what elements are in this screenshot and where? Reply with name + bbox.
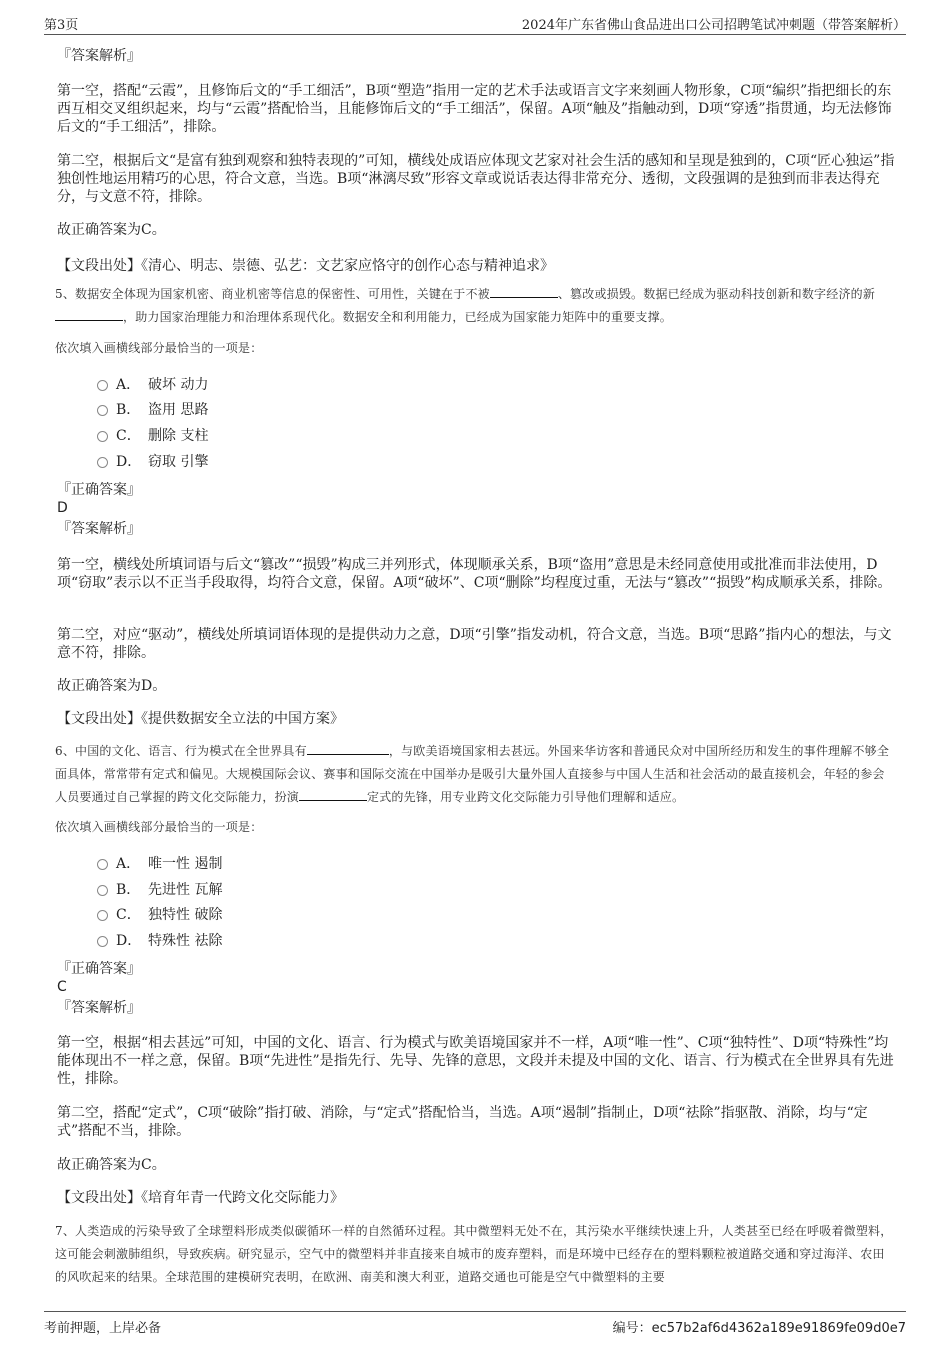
q6-correct-label: 『正确答案』: [57, 961, 141, 977]
q6-prompt: 依次填入画横线部分最恰当的一项是：: [55, 820, 263, 834]
q6-option-a[interactable]: A． 唯一性 遏制: [97, 855, 222, 873]
q6-analysis-p2: 第二空，搭配“定式”，C项“破除”指打破、消除，与“定式”搭配恰当，当选。A项“遏制”指制止，D项“祛除”指驱散、消除，均与“定式”搭配不当，排除。: [57, 1105, 868, 1139]
q5-source: 【文段出处】《提供数据安全立法的中国方案》: [57, 711, 344, 727]
q6-stem: 6、中国的文化、语言、行为模式在全世界具有 ，与欧美语境国家相去甚远。外国来华访客和普通民众对中国所经历和发生的事件理解不够全面具体，常常带有定式和偏见。大规模国际会议、赛事和国际交流在中国举办是吸引大量外国人直接参与中国人生活和社会活动的最直接机会，年轻的参会人员要通过自己掌握的跨文化交际能力，扮演 定式的先锋，用专业跨文化交际能力引导他们理解和适应。: [55, 744, 890, 804]
document-title: 2024年广东省佛山食品进出口公司招聘笔试冲刺题（带答案解析）: [521, 18, 906, 33]
q6-option-d[interactable]: D． 特殊性 祛除: [97, 932, 222, 950]
footer-slogan: 考前押题，上岸必备: [44, 1321, 162, 1336]
q4-analysis-label: 『答案解析』: [57, 48, 141, 64]
page-footer: [44, 1311, 906, 1336]
q6-conclusion: 故正确答案为C。: [57, 1157, 166, 1173]
radio-icon[interactable]: [97, 859, 108, 870]
q5-conclusion: 故正确答案为D。: [57, 678, 167, 694]
q6-option-b[interactable]: B． 先进性 瓦解: [97, 881, 222, 899]
q5-correct-label: 『正确答案』: [57, 482, 141, 498]
q6-answer: C: [57, 979, 67, 995]
blank-line: [55, 308, 123, 321]
q5-prompt: 依次填入画横线部分最恰当的一项是：: [55, 341, 263, 355]
document-id: 编号：ec57b2af6d4362a189e91869fe09d0e7: [612, 1321, 906, 1336]
q5-analysis-p1: 第一空，横线处所填词语与后文“篡改”“损毁”构成三并列形式，体现顺承关系，B项“盗用”意思是未经同意使用或批准而非法使用，D项“窃取”表示以不正当手段取得，均符合文意，保留。A项“破坏”、C项“删除”均程度过重，无法与“篡改”“损毁”构成顺承关系，排除。: [57, 557, 892, 591]
q5-option-a[interactable]: A． 破坏 动力: [97, 376, 208, 394]
blank-line: [490, 285, 558, 298]
q5-analysis-p2: 第二空，对应“驱动”，横线处所填词语体现的是提供动力之意，D项“引擎”指发动机，符合文意，当选。B项“思路”指内心的想法，与文意不符，排除。: [57, 627, 892, 661]
radio-icon[interactable]: [97, 405, 108, 416]
q6-option-c[interactable]: C． 独特性 破除: [97, 906, 222, 924]
page-header: [44, 12, 906, 35]
page-number: 第3页: [44, 18, 79, 33]
q4-conclusion: 故正确答案为C。: [57, 222, 166, 238]
blank-line: [299, 788, 367, 801]
q7-stem: 7、人类造成的污染导致了全球塑料形成类似碳循环一样的自然循环过程。其中微塑料无处不在，其污染水平继续快速上升，人类甚至已经在呼吸着微塑料，这可能会刺激肺组织，导致疾病。研究显示，空气中的微塑料并非直接来自城市的废弃塑料，而是环境中已经存在的塑料颗粒被道路交通和穿过海洋、农田的风吹起来的结果。全球范围的建模研究表明，在欧洲、南美和澳大利亚，道路交通也可能是空气中微塑料的主要: [55, 1224, 893, 1284]
q5-analysis-label: 『答案解析』: [57, 521, 141, 537]
q5-option-b[interactable]: B． 盗用 思路: [97, 401, 208, 419]
q6-analysis-p1: 第一空，根据“相去甚远”可知，中国的文化、语言、行为模式与欧美语境国家并不一样，A项“唯一性”、C项“独特性”、D项“特殊性”均能体现出不一样之意，保留。B项“先进性”是指先行、先导、先锋的意思，文段并未提及中国的文化、语言、行为模式在全世界具有先进性，排除。: [57, 1035, 894, 1087]
radio-icon[interactable]: [97, 380, 108, 391]
radio-icon[interactable]: [97, 936, 108, 947]
q5-stem: 5、数据安全体现为国家机密、商业机密等信息的保密性、可用性，关键在于不被 、篡改或损毁。数据已经成为驱动科技创新和数字经济的新，助力国家治理能力和治理体系现代化。数据安全和利用能力，已经成为国家能力矩阵中的重要支撑。: [55, 287, 876, 324]
radio-icon[interactable]: [97, 885, 108, 896]
q5-option-c[interactable]: C． 删除 支柱: [97, 427, 208, 445]
q4-analysis-p1: 第一空，搭配“云霞”，且修饰后文的“手工细活”，B项“塑造”指用一定的艺术手法或语言文字来刻画人物形象，C项“编织”指把细长的东西互相交叉组织起来，均与“云霞”搭配恰当，且能修饰后文的“手工细活”，保留。A项“触及”指触动到，D项“穿透”指贯通，均无法修饰后文的“手工细活”，排除。: [57, 83, 892, 135]
blank-line: [307, 742, 389, 755]
q5-option-d[interactable]: D． 窃取 引擎: [97, 453, 208, 471]
q4-analysis-p2: 第二空，根据后文“是富有独到观察和独特表现的”可知，横线处成语应体现文艺家对社会生活的感知和呈现是独到的，C项“匠心独运”指独创性地运用精巧的心思，符合文意，当选。B项“淋漓尽致”形容文章或说话表达得非常充分、透彻，文段强调的是独到而非表达得充分，与文意不符，排除。: [57, 153, 895, 205]
radio-icon[interactable]: [97, 910, 108, 921]
radio-icon[interactable]: [97, 431, 108, 442]
q4-source: 【文段出处】《清心、明志、崇德、弘艺：文艺家应恪守的创作心态与精神追求》: [57, 258, 554, 274]
q5-answer: D: [57, 500, 68, 516]
q6-source: 【文段出处】《培育年青一代跨文化交际能力》: [57, 1190, 344, 1206]
q6-analysis-label: 『答案解析』: [57, 1000, 141, 1016]
radio-icon[interactable]: [97, 457, 108, 468]
